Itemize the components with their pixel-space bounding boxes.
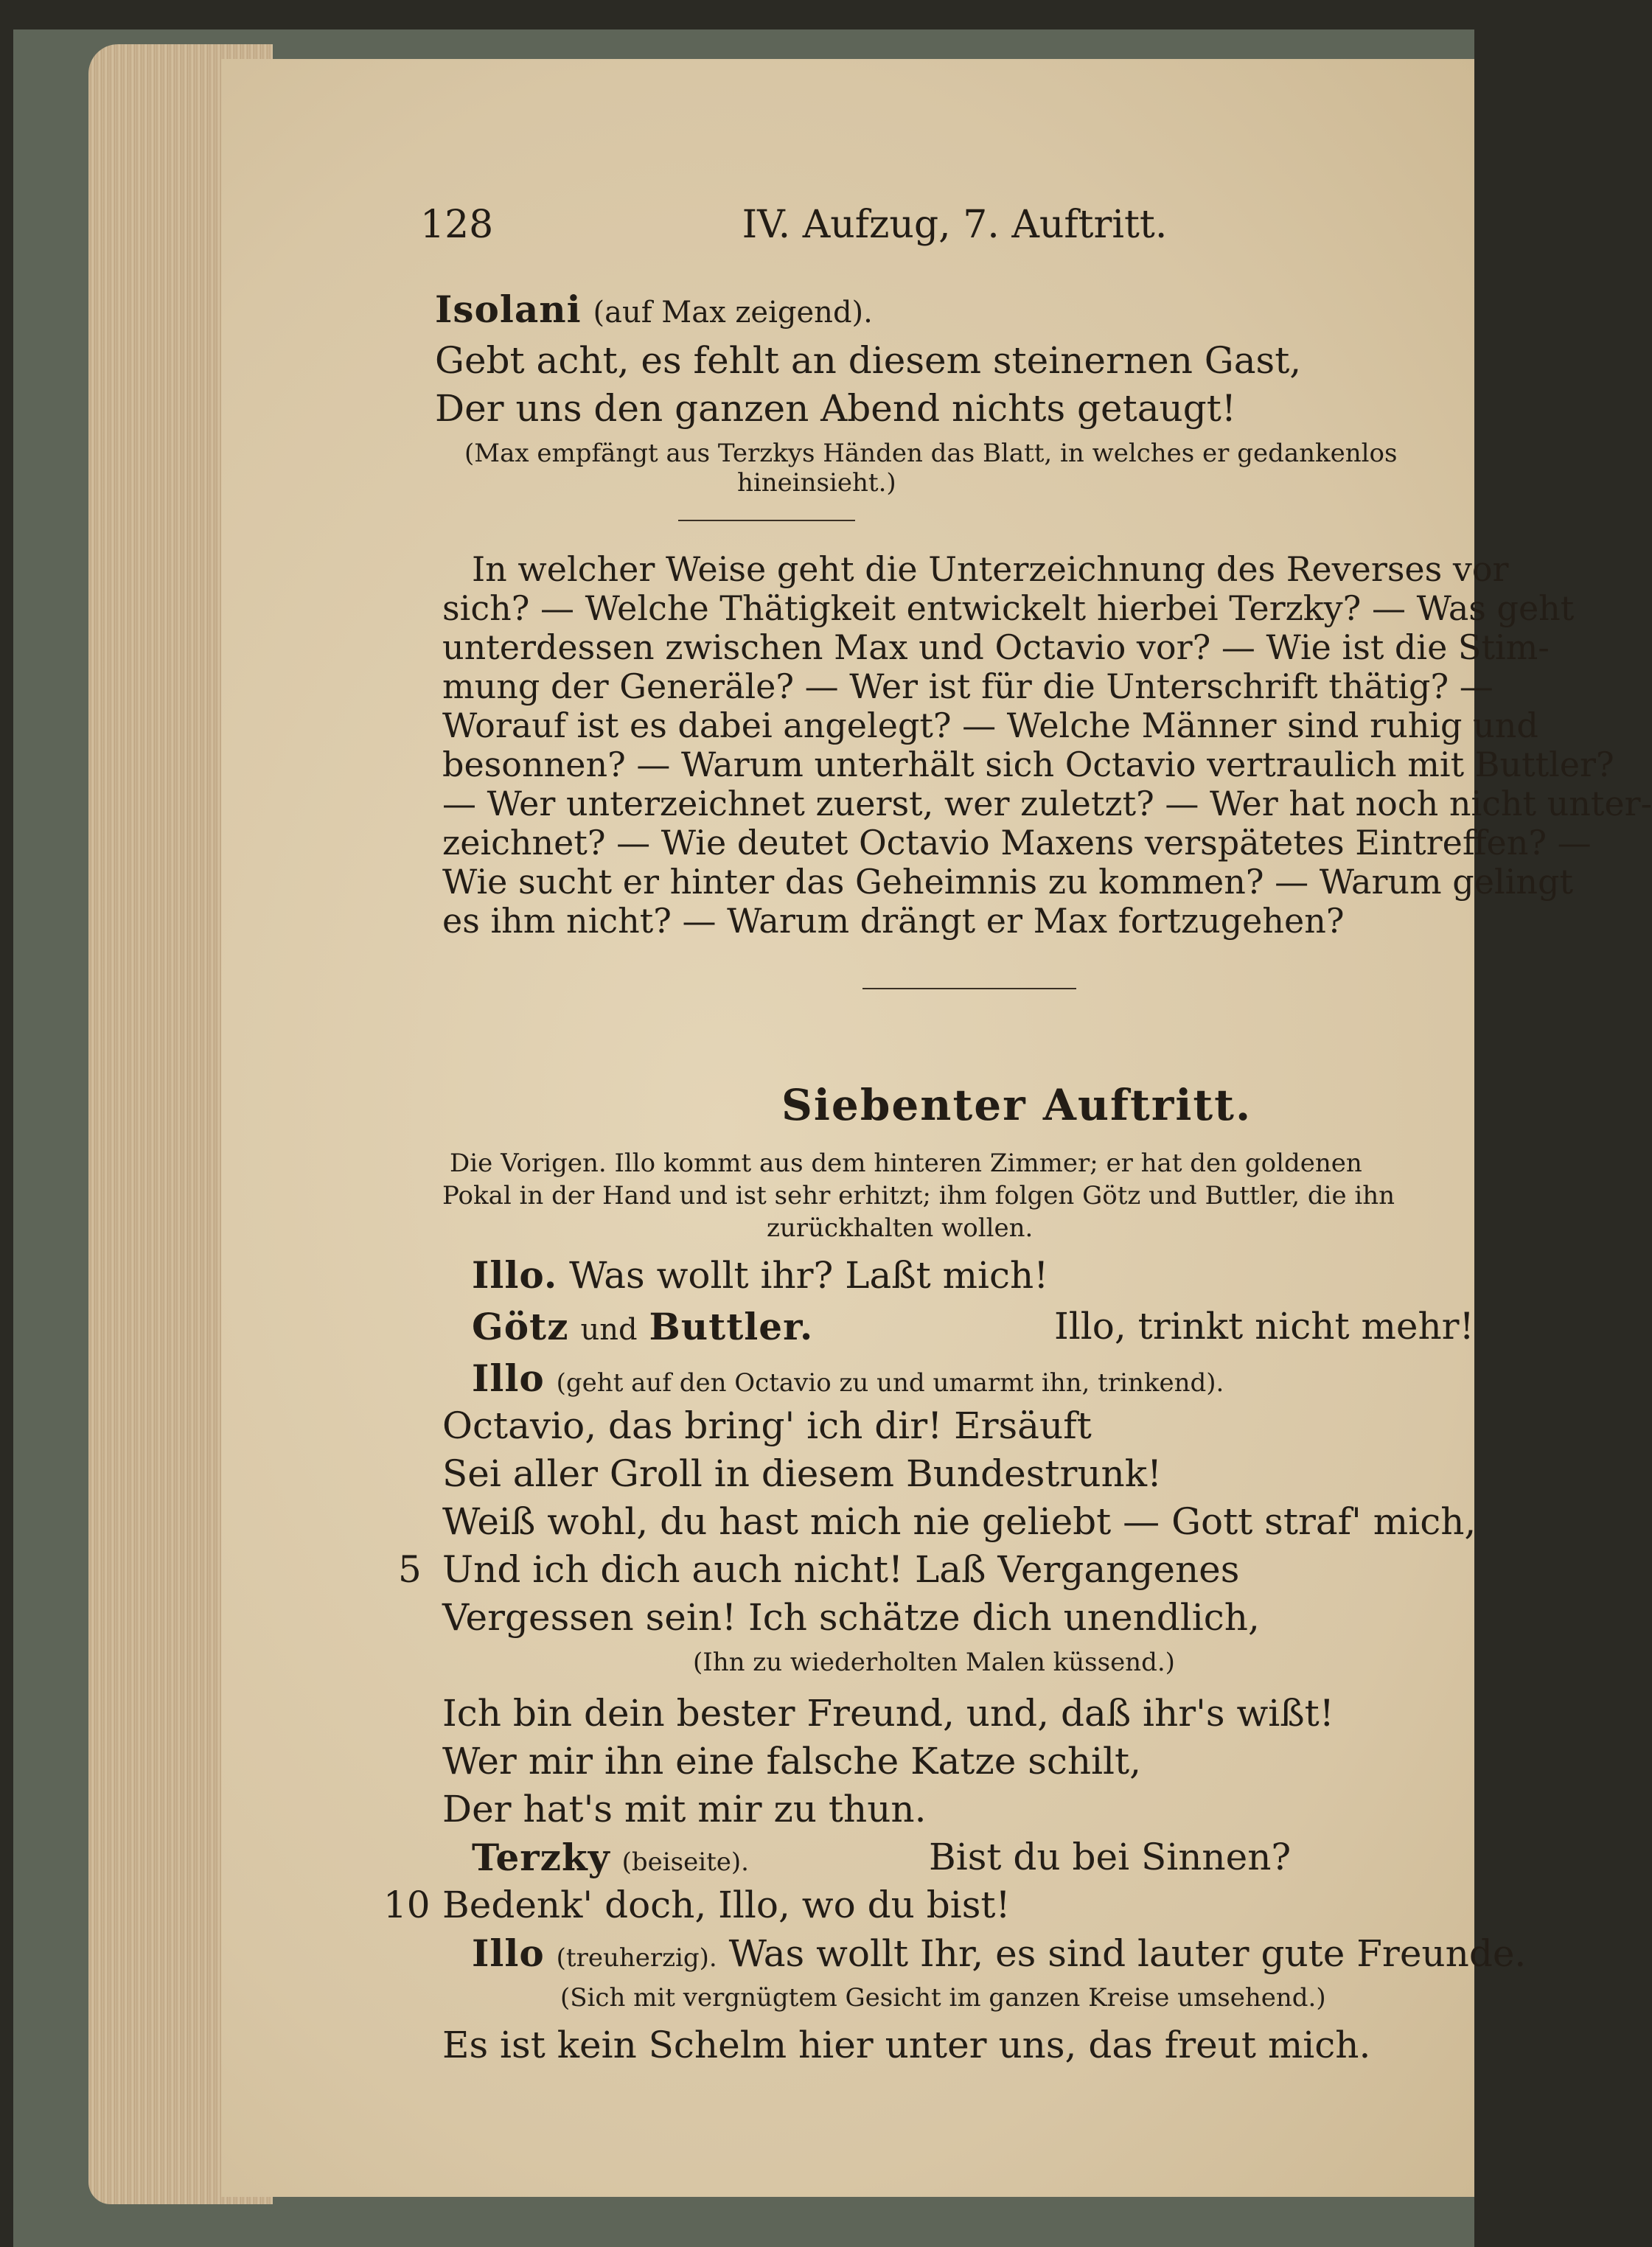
stage-direction: (Sich mit vergnügtem Gesicht im ganzen Kreise umsehend.) xyxy=(560,1983,1326,2013)
line-number: 5 xyxy=(398,1548,422,1591)
speaker-illo: Illo xyxy=(472,1931,545,1975)
question-line: besonnen? — Warum unterhält sich Octavio vertraulich mit Buttler? xyxy=(442,745,1614,784)
isolani-speech-heading xyxy=(435,288,873,331)
speech-text: Illo, trinkt nicht mehr! xyxy=(1054,1305,1474,1348)
speaker-buttler: Buttler. xyxy=(649,1305,814,1348)
verse-line: Vergessen sein! Ich schätze dich unendlich, xyxy=(442,1596,1260,1639)
scene-intro-line: zurückhalten wollen. xyxy=(767,1213,1034,1243)
stage-direction: (auf Max zeigend). xyxy=(593,296,873,330)
speaker-terzky: Terzky xyxy=(472,1836,610,1879)
question-line: — Wer unterzeichnet zuerst, wer zuletzt? — Wer hat noch nicht unter- xyxy=(442,784,1652,823)
verse-line: Sei aller Groll in diesem Bundestrunk! xyxy=(442,1452,1163,1495)
speech-text: Was wollt Ihr, es sind lauter gute Freunde. xyxy=(728,1932,1527,1975)
verse-line: Gebt acht, es fehlt an diesem steinernen Gast, xyxy=(435,339,1302,382)
speaker-isolani: Isolani xyxy=(435,288,582,331)
speaker-goetz: Götz xyxy=(472,1305,569,1348)
verse-line: Der hat's mit mir zu thun. xyxy=(442,1788,927,1830)
speech-text: Bist du bei Sinnen? xyxy=(929,1836,1292,1878)
question-line: es ihm nicht? — Warum drängt er Max fortzugehen? xyxy=(442,901,1345,941)
stage-note: hineinsieht.) xyxy=(737,468,896,498)
dialogue-line xyxy=(472,1836,749,1879)
stage-direction: (treuherzig). xyxy=(556,1943,717,1973)
verse-line: Weiß wohl, du hast mich nie geliebt — Gott straf' mich, xyxy=(442,1500,1477,1543)
dialogue-line xyxy=(472,1305,813,1348)
verse-line: Wer mir ihn eine falsche Katze schilt, xyxy=(442,1740,1142,1783)
conjunction: und xyxy=(580,1313,638,1347)
book-page xyxy=(221,59,1652,2197)
scene-title: Siebenter Auftritt. xyxy=(781,1080,1252,1130)
verse-line: Es ist kein Schelm hier unter uns, das freut mich. xyxy=(442,2024,1371,2066)
verse-line: Ich bin dein bester Freund, und, daß ihr's wißt! xyxy=(442,1692,1334,1735)
verse-line: Bedenk' doch, Illo, wo du bist! xyxy=(442,1884,1011,1926)
page-header xyxy=(420,203,1379,254)
stage-direction: (beiseite). xyxy=(621,1847,749,1877)
stage-direction: (Ihn zu wiederholten Malen küssend.) xyxy=(693,1648,1175,1677)
divider xyxy=(862,988,1076,989)
question-line: sich? — Welche Thätigkeit entwickelt hierbei Terzky? — Was geht xyxy=(442,588,1575,628)
speaker-illo: Illo. xyxy=(472,1253,558,1297)
speech-text: Was wollt ihr? Laßt mich! xyxy=(569,1254,1049,1297)
verse-line: Der uns den ganzen Abend nichts getaugt! xyxy=(435,387,1236,430)
verse-line: Octavio, das bring' ich dir! Ersäuft xyxy=(442,1404,1092,1447)
stage-note: (Max empfängt aus Terzkys Händen das Blatt, in welches er gedankenlos xyxy=(464,439,1398,468)
stage-direction: (geht auf den Octavio zu und umarmt ihn, trinkend). xyxy=(556,1368,1224,1398)
running-head: IV. Aufzug, 7. Auftritt. xyxy=(742,203,1168,247)
scene-intro-line: Pokal in der Hand und ist sehr erhitzt; ihm folgen Götz und Buttler, die ihn xyxy=(442,1181,1395,1210)
dialogue-line xyxy=(472,1931,1526,1975)
question-line: unterdessen zwischen Max und Octavio vor? — Wie ist die Stim- xyxy=(442,627,1550,667)
verse-line: Und ich dich auch nicht! Laß Vergangenes xyxy=(442,1548,1240,1591)
question-line: zeichnet? — Wie deutet Octavio Maxens verspätetes Eintreffen? — xyxy=(442,823,1592,863)
question-line: Worauf ist es dabei angelegt? — Welche Männer sind ruhig und xyxy=(442,706,1538,745)
question-line: Wie sucht er hinter das Geheimnis zu kommen? — Warum gelingt xyxy=(442,862,1573,902)
dialogue-line xyxy=(472,1356,1224,1400)
divider xyxy=(678,520,855,521)
page-number: 128 xyxy=(420,203,494,247)
line-number: 10 xyxy=(383,1884,431,1926)
speaker-illo: Illo xyxy=(472,1356,545,1400)
scene-intro-line: Die Vorigen. Illo kommt aus dem hinteren Zimmer; er hat den goldenen xyxy=(450,1149,1362,1178)
dialogue-line xyxy=(472,1253,1048,1297)
question-line: mung der Generäle? — Wer ist für die Unterschrift thätig? — xyxy=(442,666,1494,706)
question-line: In welcher Weise geht die Unterzeichnung des Reverses vor xyxy=(472,549,1509,589)
